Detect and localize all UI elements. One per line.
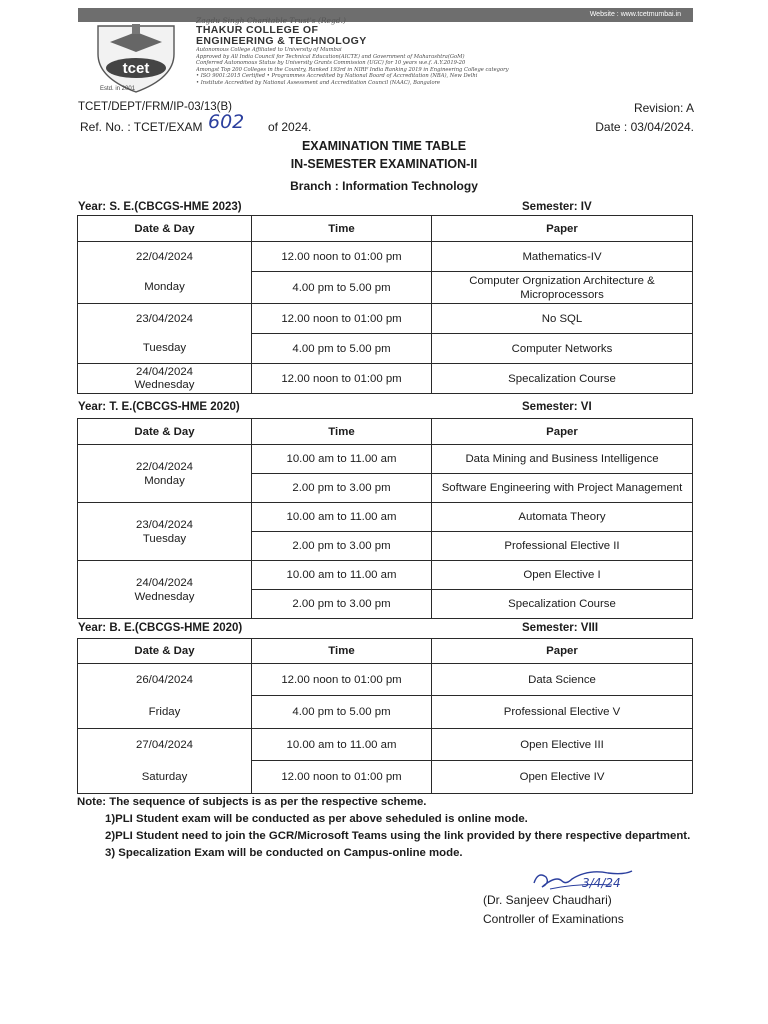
college-name-line2: ENGINEERING & TECHNOLOGY bbox=[196, 35, 367, 47]
date-cell: 27/04/2024 bbox=[78, 729, 252, 761]
signatory-title: Controller of Examinations bbox=[483, 912, 624, 926]
date-day-cell bbox=[78, 561, 252, 619]
time-cell: 10.00 am to 11.00 am bbox=[252, 561, 432, 590]
paper-cell: Data Science bbox=[432, 664, 693, 696]
established-text: Estd. in 2001 bbox=[100, 86, 136, 92]
document-title: EXAMINATION TIME TABLE bbox=[301, 139, 467, 153]
table-header-row bbox=[78, 216, 693, 242]
time-cell: 12.00 noon to 01:00 pm bbox=[252, 364, 432, 394]
affiliation-line: Autonomous College Affiliated to University of Mumbai bbox=[196, 47, 342, 53]
date-day-cell bbox=[78, 503, 252, 561]
logo-text: tcet bbox=[122, 60, 150, 77]
day-cell: Tuesday bbox=[78, 334, 252, 364]
table-row bbox=[78, 364, 693, 394]
day-cell: Saturday bbox=[78, 761, 252, 794]
table-row bbox=[78, 664, 693, 696]
time-cell: 2.00 pm to 3.00 pm bbox=[252, 590, 432, 619]
table-row bbox=[78, 242, 693, 272]
date-day-cell bbox=[78, 364, 252, 394]
college-logo bbox=[88, 20, 184, 96]
paper-cell: Mathematics-IV bbox=[432, 242, 693, 272]
date-cell: 22/04/2024 bbox=[78, 242, 252, 272]
issue-date: Date : 03/04/2024. bbox=[595, 120, 694, 134]
paper-cell: No SQL bbox=[432, 304, 693, 334]
time-cell: 12.00 noon to 01:00 pm bbox=[252, 761, 432, 794]
time-cell: 12.00 noon to 01:00 pm bbox=[252, 664, 432, 696]
revision-text: Revision: A bbox=[633, 101, 694, 115]
be-semester-label: Semester: VIII bbox=[522, 622, 599, 634]
table-header-row bbox=[78, 639, 693, 664]
header-date-day: Date & Day bbox=[78, 419, 252, 445]
header-time: Time bbox=[252, 419, 432, 445]
table-row bbox=[78, 561, 693, 590]
time-cell: 10.00 am to 11.00 am bbox=[252, 445, 432, 474]
date-cell: 23/04/2024 bbox=[78, 304, 252, 334]
header-date-day: Date & Day bbox=[78, 639, 252, 664]
paper-cell: Open Elective I bbox=[432, 561, 693, 590]
document-code: TCET/DEPT/FRM/IP-03/13(B) bbox=[78, 101, 232, 113]
header-date-day: Date & Day bbox=[78, 216, 252, 242]
paper-cell: Automata Theory bbox=[432, 503, 693, 532]
iso-line: • ISO 9001:2015 Certified • Programmes Accredited by National Board of Accreditation (NBA), New Delhi bbox=[196, 73, 478, 80]
date-day-cell bbox=[78, 445, 252, 503]
time-cell: 10.00 am to 11.00 am bbox=[252, 729, 432, 761]
paper-cell: Open Elective IV bbox=[432, 761, 693, 794]
note-item: 1)PLI Student exam will be conducted as per above seheduled is online mode. bbox=[105, 813, 528, 825]
header-time: Time bbox=[252, 639, 432, 664]
time-cell: 4.00 pm to 5.00 pm bbox=[252, 696, 432, 729]
date-text: 24/04/2024 bbox=[135, 576, 193, 589]
letterhead-text bbox=[196, 16, 691, 87]
day-text: Wednesday bbox=[134, 378, 195, 391]
time-cell: 10.00 am to 11.00 am bbox=[252, 503, 432, 532]
date-cell: 26/04/2024 bbox=[78, 664, 252, 696]
time-cell: 4.00 pm to 5.00 pm bbox=[252, 334, 432, 364]
time-cell: 12.00 noon to 01:00 pm bbox=[252, 242, 432, 272]
signature-date: 3/4/24 bbox=[582, 876, 621, 890]
header-paper: Paper bbox=[432, 216, 693, 242]
date-text: 22/04/2024 bbox=[135, 460, 193, 473]
note-item: 3) Specalization Exam will be conducted on Campus-online mode. bbox=[105, 847, 463, 859]
table-row bbox=[78, 272, 693, 304]
paper-cell: Specalization Course bbox=[432, 364, 693, 394]
paper-cell: Professional Elective II bbox=[432, 532, 693, 561]
trust-name: Zagdu Singh Charitable Trust's (Regd.) bbox=[196, 16, 346, 25]
date-text: 24/04/2024 bbox=[135, 365, 193, 378]
branch-label: Branch : Information Technology bbox=[290, 179, 478, 193]
time-cell: 2.00 pm to 3.00 pm bbox=[252, 532, 432, 561]
paper-cell: Professional Elective V bbox=[432, 696, 693, 729]
ranking-line: Amongst Top 200 Colleges in the Country, Ranked 193rd in NIRF India Ranking 2019 in Engineering College category bbox=[196, 66, 509, 73]
table-row bbox=[78, 696, 693, 729]
signatory-name: (Dr. Sanjeev Chaudhari) bbox=[483, 893, 612, 907]
note-item: 2)PLI Student need to join the GCR/Microsoft Teams using the link provided by there respective department. bbox=[105, 830, 691, 842]
time-cell: 2.00 pm to 3.00 pm bbox=[252, 474, 432, 503]
note-title: Note: The sequence of subjects is as per the respective scheme. bbox=[77, 796, 427, 808]
se-timetable bbox=[77, 215, 693, 394]
be-year-label: Year: B. E.(CBCGS-HME 2020) bbox=[78, 622, 243, 634]
date-text: 23/04/2024 bbox=[135, 518, 193, 531]
table-row bbox=[78, 729, 693, 761]
college-name-line1: THAKUR COLLEGE OF bbox=[196, 24, 319, 36]
se-year-label: Year: S. E.(CBCGS-HME 2023) bbox=[78, 201, 242, 213]
be-timetable bbox=[77, 638, 693, 794]
autonomy-line: Conferred Autonomous Status by University Grants Commission (UGC) for 10 years w.e.f. A.Y.2019-20 bbox=[196, 60, 466, 67]
table-row bbox=[78, 761, 693, 794]
time-cell: 4.00 pm to 5.00 pm bbox=[252, 272, 432, 304]
reference-year: of 2024. bbox=[268, 120, 312, 134]
paper-cell: Software Engineering with Project Management bbox=[432, 474, 693, 503]
paper-cell: Open Elective III bbox=[432, 729, 693, 761]
table-row bbox=[78, 503, 693, 532]
document-subtitle: IN-SEMESTER EXAMINATION-II bbox=[290, 157, 478, 171]
te-timetable bbox=[77, 418, 693, 619]
handwritten-signature bbox=[528, 865, 640, 895]
paper-cell: Computer Orgnization Architecture & Microprocessors bbox=[432, 272, 693, 304]
te-year-label: Year: T. E.(CBCGS-HME 2020) bbox=[78, 401, 240, 413]
paper-cell: Computer Networks bbox=[432, 334, 693, 364]
header-paper: Paper bbox=[432, 639, 693, 664]
website-text: Website : www.tcetmumbai.in bbox=[589, 11, 681, 18]
letterhead bbox=[78, 8, 693, 100]
header-paper: Paper bbox=[432, 419, 693, 445]
day-cell: Monday bbox=[78, 272, 252, 304]
reference-number-handwritten: 602 bbox=[208, 111, 245, 133]
day-cell: Friday bbox=[78, 696, 252, 729]
day-text: Monday bbox=[144, 474, 185, 487]
time-cell: 12.00 noon to 01:00 pm bbox=[252, 304, 432, 334]
reference-label: Ref. No. : TCET/EXAM bbox=[80, 120, 203, 134]
table-row bbox=[78, 304, 693, 334]
paper-cell: Specalization Course bbox=[432, 590, 693, 619]
table-row bbox=[78, 334, 693, 364]
day-text: Wednesday bbox=[134, 590, 195, 603]
header-time: Time bbox=[252, 216, 432, 242]
table-header-row bbox=[78, 419, 693, 445]
paper-cell: Data Mining and Business Intelligence bbox=[432, 445, 693, 474]
table-row bbox=[78, 445, 693, 474]
approval-line: Approved by All India Council for Technical Education(AICTE) and Government of Maharashtra(GoM) bbox=[196, 53, 465, 60]
se-semester-label: Semester: IV bbox=[522, 201, 592, 213]
naac-line: • Institute Accredited by National Assessment and Accreditation Council (NAAC), Bangalore bbox=[196, 79, 441, 86]
te-semester-label: Semester: VI bbox=[522, 401, 592, 413]
day-text: Tuesday bbox=[142, 532, 187, 545]
